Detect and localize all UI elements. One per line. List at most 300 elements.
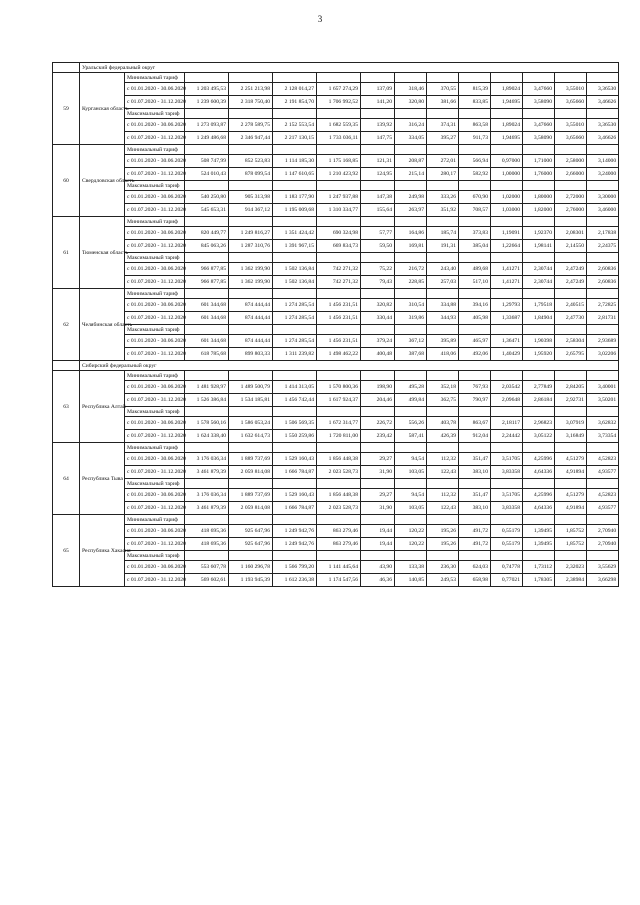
empty-cell: [185, 181, 229, 191]
value-cell: 863 279,46: [317, 525, 361, 538]
empty-cell: [523, 73, 555, 83]
empty-cell: [491, 181, 523, 191]
empty-cell: [229, 407, 273, 417]
value-cell: 0,74778: [491, 561, 523, 574]
value-cell: 878 099,54: [229, 168, 273, 181]
empty-cell: [427, 325, 459, 335]
period-label: с 01.07.2020 - 31.12.2020: [125, 312, 185, 325]
value-cell: 2 217 130,15: [273, 132, 317, 145]
empty-cell: [555, 145, 587, 155]
value-cell: 1,85752: [555, 525, 587, 538]
tariff-label-row: [53, 181, 619, 191]
value-cell: 239,42: [361, 430, 395, 443]
table-row: [53, 561, 619, 574]
empty-cell: [185, 325, 229, 335]
empty-cell: [523, 443, 555, 453]
value-cell: 3,40001: [587, 381, 619, 394]
table-row: [53, 276, 619, 289]
value-cell: 1 481 928,97: [185, 381, 229, 394]
empty-cell: [395, 73, 427, 83]
value-cell: 370,55: [427, 83, 459, 96]
value-cell: 566,94: [459, 155, 491, 168]
value-cell: 742 271,32: [317, 276, 361, 289]
period-label: с 01.01.2020 - 30.06.2020: [125, 381, 185, 394]
empty-cell: [273, 181, 317, 191]
table-row: [53, 538, 619, 551]
empty-cell: [273, 515, 317, 525]
value-cell: 1,79518: [523, 299, 555, 312]
tariff-type-label: Минимальный тариф: [125, 443, 185, 453]
period-label: с 01.01.2020 - 30.06.2020: [125, 489, 185, 502]
period-label: с 01.01.2020 - 30.06.2020: [125, 227, 185, 240]
value-cell: 236,30: [427, 561, 459, 574]
empty-cell: [229, 217, 273, 227]
empty-cell: [273, 217, 317, 227]
value-cell: 491,72: [459, 525, 491, 538]
empty-cell: [361, 551, 395, 561]
region-number: 63: [53, 371, 80, 443]
value-cell: 1 720 811,00: [317, 430, 361, 443]
value-cell: 94,54: [395, 453, 427, 466]
table-row: [53, 132, 619, 145]
empty-cell: [491, 325, 523, 335]
value-cell: 3,55010: [555, 119, 587, 132]
value-cell: 204,46: [361, 394, 395, 407]
empty-cell: [317, 407, 361, 417]
value-cell: 120,22: [395, 525, 427, 538]
period-label: с 01.01.2020 - 30.06.2020: [125, 525, 185, 538]
table-row: [53, 453, 619, 466]
value-cell: 351,47: [459, 453, 491, 466]
value-cell: 243,40: [427, 263, 459, 276]
value-cell: 1 274 285,54: [273, 299, 317, 312]
empty-cell: [361, 253, 395, 263]
value-cell: 320,82: [361, 299, 395, 312]
value-cell: 1 174 547,56: [317, 574, 361, 587]
period-label: с 01.07.2020 - 31.12.2020: [125, 430, 185, 443]
value-cell: 863,67: [459, 417, 491, 430]
value-cell: 1,39495: [523, 538, 555, 551]
value-cell: 863,58: [459, 119, 491, 132]
empty-cell: [555, 73, 587, 83]
value-cell: 133,38: [395, 561, 427, 574]
value-cell: 1 529 160,43: [273, 489, 317, 502]
value-cell: 1 529 160,43: [273, 453, 317, 466]
empty-cell: [555, 217, 587, 227]
value-cell: 1 456 231,51: [317, 299, 361, 312]
value-cell: 1,36471: [491, 335, 523, 348]
tariff-type-label: Максимальный тариф: [125, 253, 185, 263]
region-number: 62: [53, 289, 80, 361]
value-cell: 845 063,26: [185, 240, 229, 253]
value-cell: 1 502 136,84: [273, 276, 317, 289]
empty-cell: [427, 289, 459, 299]
empty-cell: [317, 253, 361, 263]
value-cell: 3,46626: [587, 132, 619, 145]
value-cell: 19,44: [361, 525, 395, 538]
value-cell: 140,85: [395, 574, 427, 587]
empty-cell: [317, 109, 361, 119]
value-cell: 3,55629: [587, 561, 619, 574]
empty-cell: [427, 109, 459, 119]
empty-cell: [229, 109, 273, 119]
value-cell: 216,72: [395, 263, 427, 276]
value-cell: 1,33687: [491, 312, 523, 325]
value-cell: 2,32023: [555, 561, 587, 574]
value-cell: 2,72000: [555, 191, 587, 204]
empty-cell: [395, 253, 427, 263]
page-number: 3: [317, 14, 323, 24]
value-cell: 121,31: [361, 155, 395, 168]
value-cell: 3 176 036,34: [185, 453, 229, 466]
value-cell: 4,91894: [555, 466, 587, 479]
empty-cell: [229, 443, 273, 453]
empty-cell: [185, 253, 229, 263]
value-cell: 601 344,68: [185, 335, 229, 348]
value-cell: 318,46: [395, 83, 427, 96]
value-cell: 4,25996: [523, 453, 555, 466]
value-cell: 19,44: [361, 538, 395, 551]
empty-cell: [185, 479, 229, 489]
value-cell: 3,58090: [523, 96, 555, 109]
value-cell: 1 856 448,38: [317, 453, 361, 466]
empty-cell: [555, 181, 587, 191]
tariff-label-row: [53, 217, 619, 227]
empty-cell: [229, 515, 273, 525]
table-row: [53, 240, 619, 253]
empty-cell: [459, 325, 491, 335]
empty-cell: [459, 181, 491, 191]
value-cell: 790,97: [459, 394, 491, 407]
value-cell: 2,24375: [587, 240, 619, 253]
value-cell: 2,09648: [491, 394, 523, 407]
table-row: [53, 204, 619, 217]
value-cell: 2,58304: [555, 335, 587, 348]
value-cell: 1 195 009,68: [273, 204, 317, 217]
tariff-label-row: [53, 515, 619, 525]
value-cell: 553 607,78: [185, 561, 229, 574]
value-cell: 863 279,46: [317, 538, 361, 551]
empty-cell: [361, 407, 395, 417]
value-cell: 1,02000: [491, 191, 523, 204]
empty-cell: [185, 145, 229, 155]
value-cell: 2,93689: [587, 335, 619, 348]
value-cell: 601 344,68: [185, 299, 229, 312]
table-row: [53, 430, 619, 443]
period-label: с 01.07.2020 - 31.12.2020: [125, 168, 185, 181]
empty-cell: [523, 253, 555, 263]
tariff-type-label: Минимальный тариф: [125, 289, 185, 299]
value-cell: 362,75: [427, 394, 459, 407]
tariff-label-row: [53, 443, 619, 453]
value-cell: 2 191 854,70: [273, 96, 317, 109]
value-cell: 491,72: [459, 538, 491, 551]
value-cell: 1,85752: [555, 538, 587, 551]
empty-cell: [587, 289, 619, 299]
value-cell: 833,85: [459, 96, 491, 109]
empty-cell: [395, 407, 427, 417]
value-cell: 2,70940: [587, 525, 619, 538]
empty-cell: [395, 217, 427, 227]
district-name: Уральский федеральный округ: [80, 63, 619, 73]
value-cell: 215,14: [395, 168, 427, 181]
period-label: с 01.07.2020 - 31.12.2020: [125, 574, 185, 587]
value-cell: 1,80000: [523, 191, 555, 204]
value-cell: 767,93: [459, 381, 491, 394]
value-cell: 2 128 014,27: [273, 83, 317, 96]
value-cell: 2,60836: [587, 276, 619, 289]
value-cell: 2,24442: [491, 430, 523, 443]
value-cell: 0,55179: [491, 538, 523, 551]
region-number: 60: [53, 145, 80, 217]
empty-cell: [395, 109, 427, 119]
region-name: Курганская область: [80, 73, 125, 145]
value-cell: 352,18: [427, 381, 459, 394]
empty-cell: [523, 515, 555, 525]
empty-cell: [555, 109, 587, 119]
region-name: Тюменская область: [80, 217, 125, 289]
value-cell: 351,92: [427, 204, 459, 217]
value-cell: 418 695,36: [185, 538, 229, 551]
value-cell: 2,18117: [491, 417, 523, 430]
table-row: [53, 466, 619, 479]
value-cell: 587,41: [395, 430, 427, 443]
empty-cell: [395, 289, 427, 299]
value-cell: 911,73: [459, 132, 491, 145]
value-cell: 2,65795: [555, 348, 587, 361]
value-cell: 1 632 614,73: [229, 430, 273, 443]
value-cell: 3,66298: [587, 574, 619, 587]
value-cell: 2,47249: [555, 263, 587, 276]
empty-cell: [361, 73, 395, 83]
value-cell: 418 695,36: [185, 525, 229, 538]
value-cell: 1 526 386,84: [185, 394, 229, 407]
value-cell: 2,77849: [523, 381, 555, 394]
empty-cell: [587, 551, 619, 561]
table-row: [53, 83, 619, 96]
value-cell: 1 624 338,40: [185, 430, 229, 443]
empty-cell: [523, 289, 555, 299]
value-cell: 94,54: [395, 489, 427, 502]
value-cell: 333,26: [427, 191, 459, 204]
value-cell: 2 152 553,54: [273, 119, 317, 132]
value-cell: 319,86: [395, 312, 427, 325]
value-cell: 4,25996: [523, 489, 555, 502]
tariff-label-row: [53, 551, 619, 561]
value-cell: 3,62832: [587, 417, 619, 430]
value-cell: 3,51705: [491, 453, 523, 466]
value-cell: 569 602,61: [185, 574, 229, 587]
value-cell: 966 877,85: [185, 276, 229, 289]
value-cell: 155,64: [361, 204, 395, 217]
value-cell: 263,97: [395, 204, 427, 217]
empty-cell: [317, 217, 361, 227]
empty-cell: [185, 515, 229, 525]
value-cell: 1 570 800,36: [317, 381, 361, 394]
tariff-type-label: Минимальный тариф: [125, 145, 185, 155]
region-number: 64: [53, 443, 80, 515]
value-cell: 1,71000: [523, 155, 555, 168]
empty-cell: [523, 551, 555, 561]
value-cell: 0,97000: [491, 155, 523, 168]
value-cell: 272,01: [427, 155, 459, 168]
empty-cell: [523, 145, 555, 155]
empty-cell: [185, 443, 229, 453]
value-cell: 2,08301: [555, 227, 587, 240]
value-cell: 499,84: [395, 394, 427, 407]
empty-cell: [395, 551, 427, 561]
empty-cell: [427, 551, 459, 561]
value-cell: 2,72825: [587, 299, 619, 312]
value-cell: 508 747,99: [185, 155, 229, 168]
value-cell: 1 856 448,38: [317, 489, 361, 502]
value-cell: 103,05: [395, 502, 427, 515]
value-cell: 226,72: [361, 417, 395, 430]
value-cell: 1 160 296,78: [229, 561, 273, 574]
empty-cell: [273, 109, 317, 119]
value-cell: 899 803,33: [229, 348, 273, 361]
empty-cell: [317, 371, 361, 381]
value-cell: 405,98: [459, 312, 491, 325]
empty-cell: [459, 217, 491, 227]
tariff-type-label: Максимальный тариф: [125, 479, 185, 489]
value-cell: 1 733 036,11: [317, 132, 361, 145]
empty-cell: [555, 407, 587, 417]
tariff-type-label: Минимальный тариф: [125, 515, 185, 525]
value-cell: 2,96823: [523, 417, 555, 430]
empty-cell: [229, 551, 273, 561]
region-name: Республика Хакасия: [80, 515, 125, 587]
tariff-label-row: [53, 289, 619, 299]
value-cell: 395,27: [427, 132, 459, 145]
table-row: [53, 348, 619, 361]
empty-cell: [273, 325, 317, 335]
value-cell: 1 249 942,76: [273, 525, 317, 538]
empty-cell: [395, 325, 427, 335]
table-row: [53, 155, 619, 168]
empty-cell: [523, 109, 555, 119]
value-cell: 374,31: [427, 119, 459, 132]
period-label: с 01.07.2020 - 31.12.2020: [125, 394, 185, 407]
value-cell: 1,39495: [523, 525, 555, 538]
value-cell: 3,24000: [587, 168, 619, 181]
value-cell: 1 274 285,54: [273, 335, 317, 348]
value-cell: 2 059 814,08: [229, 466, 273, 479]
value-cell: 2,47249: [555, 276, 587, 289]
value-cell: 966 877,85: [185, 263, 229, 276]
empty-cell: [523, 181, 555, 191]
tariff-label-row: [53, 253, 619, 263]
empty-cell: [587, 73, 619, 83]
value-cell: 0,77021: [491, 574, 523, 587]
period-label: с 01.01.2020 - 30.06.2020: [125, 263, 185, 276]
value-cell: 31,90: [361, 502, 395, 515]
empty-cell: [427, 181, 459, 191]
value-cell: 185,74: [427, 227, 459, 240]
value-cell: 43,90: [361, 561, 395, 574]
period-label: с 01.07.2020 - 31.12.2020: [125, 348, 185, 361]
empty-cell: [361, 371, 395, 381]
table-row: [53, 394, 619, 407]
value-cell: 46,36: [361, 574, 395, 587]
empty-cell: [395, 515, 427, 525]
region-name: Челябинская область: [80, 289, 125, 361]
value-cell: 1 456 231,51: [317, 335, 361, 348]
empty-cell: [587, 181, 619, 191]
value-cell: 3,46626: [587, 96, 619, 109]
value-cell: 3 176 036,34: [185, 489, 229, 502]
value-cell: 3,65660: [555, 96, 587, 109]
empty-cell: [555, 371, 587, 381]
value-cell: 4,64336: [523, 466, 555, 479]
value-cell: 31,90: [361, 466, 395, 479]
table-row: [53, 312, 619, 325]
value-cell: 344,93: [427, 312, 459, 325]
value-cell: 1,73112: [523, 561, 555, 574]
value-cell: 1 273 093,87: [185, 119, 229, 132]
period-label: с 01.07.2020 - 31.12.2020: [125, 276, 185, 289]
table-row: [53, 525, 619, 538]
value-cell: 147,75: [361, 132, 395, 145]
value-cell: 3,83358: [491, 466, 523, 479]
value-cell: 395,89: [427, 335, 459, 348]
value-cell: 1 617 924,37: [317, 394, 361, 407]
value-cell: 2,92731: [555, 394, 587, 407]
empty-cell: [459, 253, 491, 263]
tariff-label-row: [53, 145, 619, 155]
empty-cell: [185, 407, 229, 417]
value-cell: 3,47660: [523, 119, 555, 132]
value-cell: 658,98: [459, 574, 491, 587]
empty-cell: [361, 515, 395, 525]
value-cell: 1 362 199,90: [229, 263, 273, 276]
value-cell: 228,85: [395, 276, 427, 289]
value-cell: 1 666 784,87: [273, 502, 317, 515]
empty-cell: [459, 515, 491, 525]
value-cell: 387,68: [395, 348, 427, 361]
value-cell: 3,36530: [587, 83, 619, 96]
value-cell: 874 444,44: [229, 335, 273, 348]
value-cell: 367,12: [395, 335, 427, 348]
empty-cell: [273, 443, 317, 453]
empty-cell: [185, 109, 229, 119]
value-cell: 1,89024: [491, 83, 523, 96]
empty-cell: [459, 443, 491, 453]
tariff-type-label: Максимальный тариф: [125, 109, 185, 119]
value-cell: 2,30744: [523, 276, 555, 289]
empty-cell: [53, 361, 80, 371]
value-cell: 3 461 879,39: [185, 466, 229, 479]
value-cell: 1,90398: [523, 335, 555, 348]
value-cell: 815,39: [459, 83, 491, 96]
value-cell: 103,05: [395, 466, 427, 479]
value-cell: 1 506 569,35: [273, 417, 317, 430]
value-cell: 545 653,31: [185, 204, 229, 217]
value-cell: 2 059 814,08: [229, 502, 273, 515]
value-cell: 1 362 199,90: [229, 276, 273, 289]
value-cell: 2 023 528,73: [317, 466, 361, 479]
value-cell: 257,03: [427, 276, 459, 289]
value-cell: 1 666 784,87: [273, 466, 317, 479]
value-cell: 1 534 185,81: [229, 394, 273, 407]
value-cell: 1,03000: [491, 204, 523, 217]
tariff-table: [52, 62, 619, 587]
value-cell: 2,70940: [587, 538, 619, 551]
value-cell: 3,14000: [587, 155, 619, 168]
value-cell: 1 311 239,82: [273, 348, 317, 361]
value-cell: 670,90: [459, 191, 491, 204]
empty-cell: [491, 407, 523, 417]
